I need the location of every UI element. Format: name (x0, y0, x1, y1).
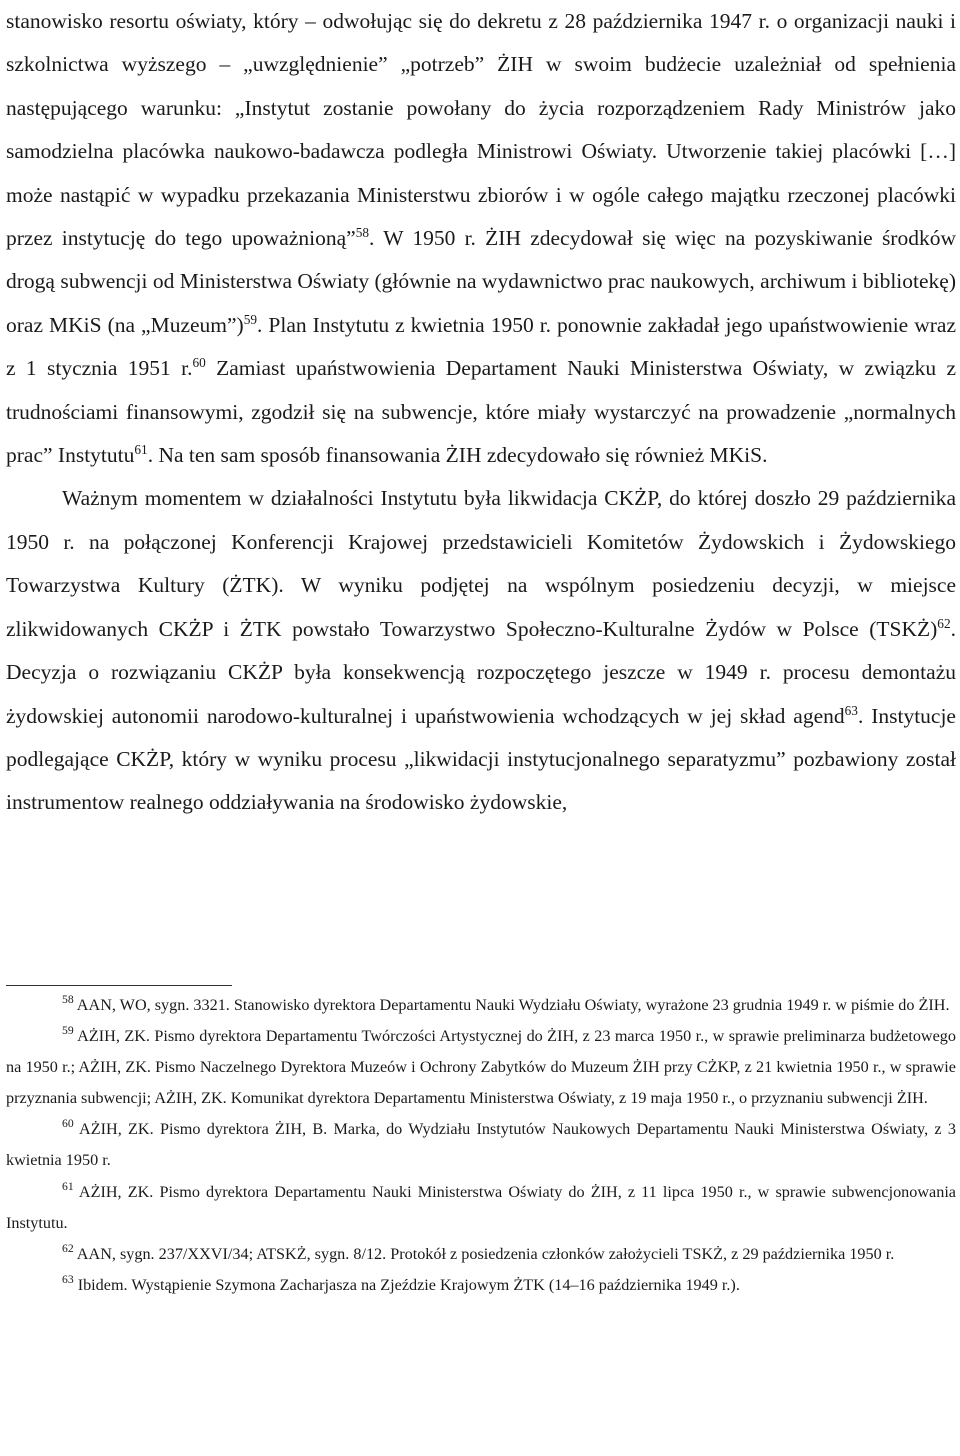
footnote-separator (6, 985, 232, 986)
paragraph-2 (6, 477, 956, 824)
footnote-63 (6, 1270, 956, 1301)
footnotes (6, 990, 956, 1301)
footnote-number: 60 (62, 1117, 74, 1131)
text-run: Ważnym momentem w działalności Instytutu była likwidacja CKŻP, do której doszło 29 października 1950 r. na połączonej Konferencji Krajowej przedstawicieli Komitetów Żydowskich i Żydowskiego Towarzystwa Kultury (ŻTK). W wyniku podjętej na wspólnym posiedzeniu decyzji, w miejsce zlikwidowanych CKŻP i ŻTK powstało Towarzystwo Społeczno-Kulturalne Żydów w Polsce (TSKŻ) (6, 486, 956, 641)
footnote-58 (6, 990, 956, 1021)
footnote-ref-62[interactable]: 62 (937, 615, 951, 631)
footnote-number: 61 (62, 1179, 74, 1193)
paragraph-1 (6, 0, 956, 477)
footnote-text: Ibidem. Wystąpienie Szymona Zacharjasza na Zjeździe Krajowym ŻTK (14–16 października 1949 r.). (73, 1275, 740, 1294)
footnote-ref-60[interactable]: 60 (192, 355, 206, 370)
text-run: . Instytucje podlegające CKŻP, który w wyniku procesu „likwidacji instytucjonalnego separatyzmu” pozbawiony został instrumentow realnego oddziaływania na środowisko żydowskie, (6, 703, 956, 815)
footnote-number: 58 (62, 992, 74, 1006)
footnote-text: AAN, WO, sygn. 3321. Stanowisko dyrektora Departamentu Nauki Wydziału Oświaty, wyrażone 23 grudnia 1949 r. w piśmie do ŻIH. (73, 996, 950, 1014)
footnote-number: 62 (62, 1241, 74, 1255)
footnote-60 (6, 1114, 956, 1176)
footnote-ref-58[interactable]: 58 (355, 224, 370, 240)
text-run: Zamiast upaństwowienia Departament Nauki Ministerstwa Oświaty, w związku z trudnościami finansowymi, zgodził się na subwencje, które miały wystarczyć na prowadzenie „normalnych prac” Instytutu (6, 356, 956, 468)
main-text (6, 0, 956, 825)
footnote-text: AŻIH, ZK. Pismo dyrektora Departamentu Twórczości Artystycznej do ŻIH, z 23 marca 1950 r., w sprawie preliminarza budżetowego na 1950 r.; AŻIH, ZK. Pismo Naczelnego Dyrektora Muzeów i Ochrony Zabytków do Muzeum ŻIH przy CŻKP, z 21 kwietnia 1950 r., w sprawie przyznania subwencji; AŻIH, ZK. Komunikat dyrektora Departamentu Ministerstwa Oświaty, z 19 maja 1950 r., o przyznaniu subwencji ŻIH. (6, 1027, 956, 1108)
footnote-62 (6, 1239, 956, 1270)
text-run: stanowisko resortu oświaty, który – odwołując się do dekretu z 28 października 1947 r. o organizacji nauki i szkolnictwa wyższego – „uwzględnienie” „potrzeb” ŻIH w swoim budżecie uzależniał od spełnienia następującego warunku: „Instytut zostanie powołany do życia rozporządzeniem Rady Ministrów jako samodzielna placówka naukowo-badawcza podległa Ministrowi Oświaty. Utworzenie takiej placówki […] może nastąpić w wypadku przekazania Ministerstwu zbiorów i w ogóle całego majątku rzeczonej placówki przez instytucję do tego upoważnioną” (6, 9, 956, 251)
footnote-61 (6, 1177, 956, 1239)
footnote-ref-63[interactable]: 63 (844, 702, 858, 718)
footnote-number: 59 (62, 1023, 74, 1037)
footnote-ref-59[interactable]: 59 (243, 311, 258, 327)
footnote-ref-61[interactable]: 61 (134, 441, 148, 457)
footnote-text: AAN, sygn. 237/XXVI/34; ATSKŻ, sygn. 8/12. Protokół z posiedzenia członków założycieli TSKŻ, z 29 października 1950 r. (73, 1244, 895, 1263)
text-run: . W 1950 r. ŻIH zdecydował się więc na pozyskiwanie środków drogą subwencji od Ministerstwa Oświaty (głównie na wydawnictwo prac naukowych, archiwum i bibliotekę) oraz MKiS (na „Muzeum”) (6, 226, 956, 337)
footnote-number: 63 (62, 1272, 74, 1286)
text-run: . Decyzja o rozwiązaniu CKŻP była konsekwencją rozpoczętego jeszcze w 1949 r. procesu demontażu żydowskiej autonomii narodowo-kulturalnej i upaństwowienia wchodzących w jej skład agend (6, 616, 956, 728)
footnote-text: AŻIH, ZK. Pismo dyrektora Departamentu Nauki Ministerstwa Oświaty do ŻIH, z 11 lipca 1950 r., w sprawie subwencjonowania Instytutu. (6, 1182, 956, 1232)
text-run: . Na ten sam sposób finansowania ŻIH zdecydowało się również MKiS. (147, 443, 768, 468)
footnote-text: AŻIH, ZK. Pismo dyrektora ŻIH, B. Marka, do Wydziału Instytutów Naukowych Departamentu Nauki Ministerstwa Oświaty, z 3 kwietnia 1950 r. (6, 1120, 956, 1170)
text-run: . Plan Instytutu z kwietnia 1950 r. ponownie zakładał jego upaństwowienie wraz z 1 stycznia 1951 r. (6, 312, 956, 381)
footnote-59 (6, 1021, 956, 1114)
